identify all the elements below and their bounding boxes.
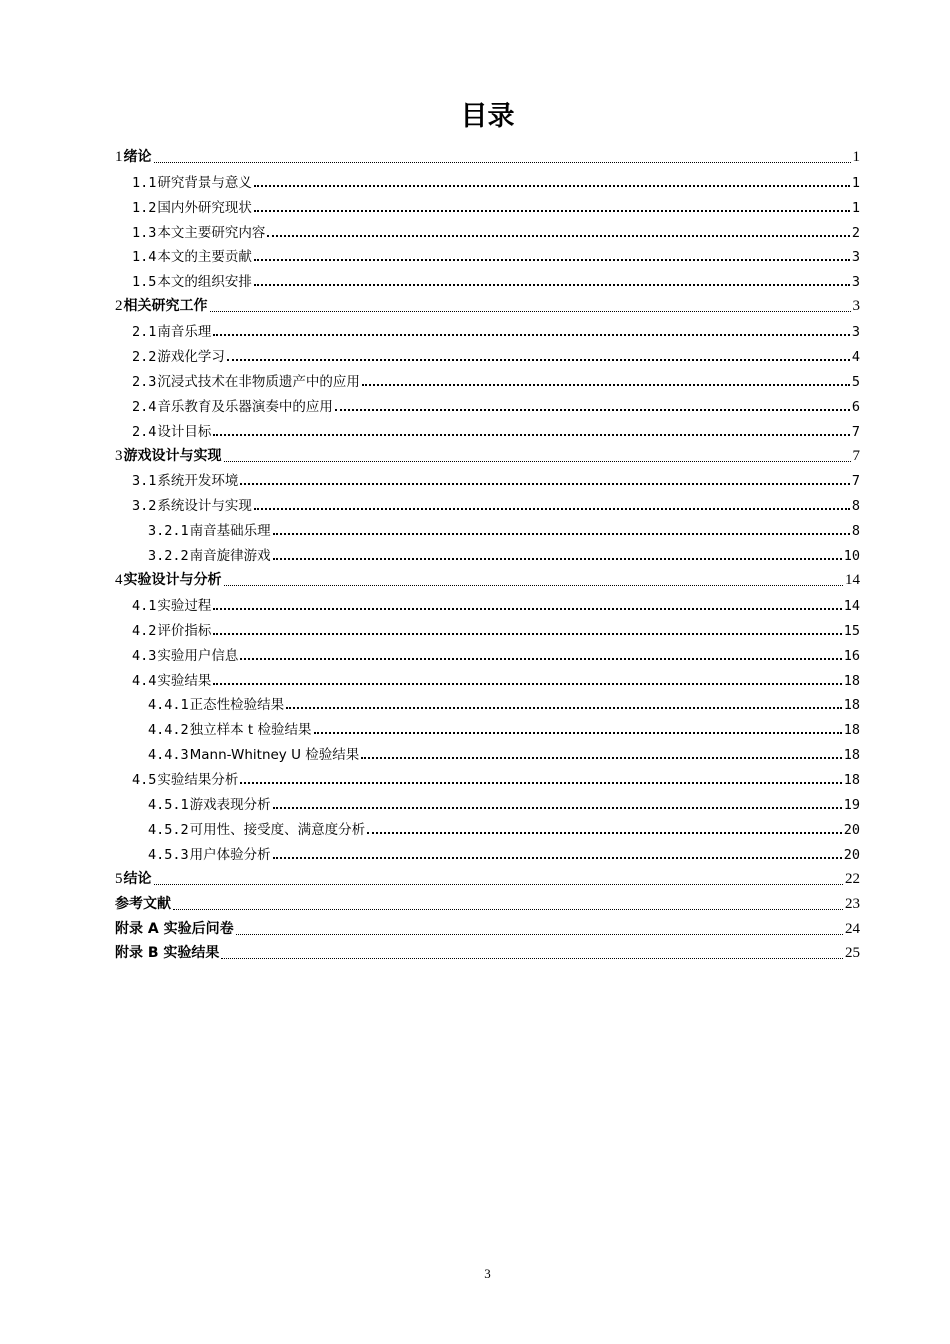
dot-leader xyxy=(227,359,850,361)
toc-entry[interactable] xyxy=(115,292,860,317)
toc-entry-page: 1 xyxy=(852,148,860,165)
toc-entry-label: 用户体验分析 xyxy=(189,846,271,863)
toc-entry-number: 2.4 xyxy=(132,423,157,440)
toc-entry-number: 1.3 xyxy=(132,224,157,241)
toc-entry-label: 沉浸式技术在非物质遗产中的应用 xyxy=(157,373,360,390)
toc-entry-number: 4.5.1 xyxy=(148,797,189,814)
dot-leader xyxy=(286,707,842,709)
dot-leader xyxy=(254,185,850,187)
toc-entry-label: 独立样本 t 检验结果 xyxy=(189,722,312,739)
toc-entry-number: 1 xyxy=(115,148,123,165)
toc-entry[interactable] xyxy=(115,168,860,193)
toc-entry-page: 3 xyxy=(851,249,860,266)
toc-entry[interactable] xyxy=(115,715,860,740)
toc-entry-label: 相关研究工作 xyxy=(123,298,208,315)
toc-entry-page: 24 xyxy=(845,920,860,937)
toc-entry[interactable] xyxy=(115,616,860,641)
toc-entry-label: 实验用户信息 xyxy=(157,647,239,664)
table-of-contents xyxy=(115,143,860,964)
toc-entry-page: 16 xyxy=(843,647,860,664)
toc-entry-number: 3 xyxy=(115,447,123,464)
toc-entry-label: 南音旋律游戏 xyxy=(189,548,271,565)
dot-leader xyxy=(361,757,841,759)
toc-entry-number: 1.2 xyxy=(132,199,157,216)
toc-entry-label: 系统开发环境 xyxy=(157,473,239,490)
toc-entry-page: 10 xyxy=(843,548,860,565)
toc-entry-number: 4.5.2 xyxy=(148,821,189,838)
toc-entry[interactable] xyxy=(115,740,860,765)
dot-leader xyxy=(173,909,843,910)
toc-entry-page: 22 xyxy=(845,870,860,887)
toc-entry-number: 2.1 xyxy=(132,324,157,341)
toc-entry-label: 本文主要研究内容 xyxy=(157,224,266,241)
toc-entry-page: 7 xyxy=(852,447,860,464)
toc-entry-page: 18 xyxy=(843,772,860,789)
dot-leader xyxy=(213,334,849,336)
toc-entry-label: Mann-Whitney U 检验结果 xyxy=(189,747,360,764)
toc-entry-page: 8 xyxy=(851,523,860,540)
toc-entry-page: 14 xyxy=(845,572,860,589)
toc-entry-number: 1.5 xyxy=(132,274,157,291)
toc-entry-page: 7 xyxy=(851,473,860,490)
dot-leader xyxy=(240,483,849,485)
toc-entry[interactable] xyxy=(115,218,860,243)
toc-entry-label: 设计目标 xyxy=(157,423,212,440)
toc-entry-label: 参考文献 xyxy=(115,895,171,912)
toc-entry-number: 4 xyxy=(115,572,123,589)
toc-entry[interactable] xyxy=(115,317,860,342)
toc-entry-number: 2.4 xyxy=(132,398,157,415)
dot-leader xyxy=(154,884,844,885)
toc-entry-page: 20 xyxy=(843,821,860,838)
toc-entry-number: 4.1 xyxy=(132,597,157,614)
toc-entry-label: 游戏设计与实现 xyxy=(123,447,222,464)
toc-entry-number: 3.2.1 xyxy=(148,523,189,540)
dot-leader xyxy=(154,162,851,163)
toc-entry-page: 3 xyxy=(852,298,860,315)
dot-leader xyxy=(254,210,850,212)
dot-leader xyxy=(213,633,841,635)
toc-entry-label: 实验结果分析 xyxy=(157,772,239,789)
toc-entry-label: 音乐教育及乐器演奏中的应用 xyxy=(157,398,333,415)
toc-entry[interactable] xyxy=(115,641,860,666)
toc-entry[interactable] xyxy=(115,143,860,168)
toc-entry-number: 2.3 xyxy=(132,373,157,390)
toc-entry-label: 绪论 xyxy=(123,148,152,165)
dot-leader xyxy=(254,259,850,261)
dot-leader xyxy=(267,235,849,237)
toc-entry-label: 实验设计与分析 xyxy=(123,572,222,589)
toc-entry-label: 附录 B 实验结果 xyxy=(115,945,220,962)
toc-entry-page: 8 xyxy=(851,498,860,515)
toc-entry-number: 1.1 xyxy=(132,174,157,191)
dot-leader xyxy=(213,434,849,436)
toc-entry-page: 6 xyxy=(851,398,860,415)
toc-entry[interactable] xyxy=(115,815,860,840)
toc-entry-page: 3 xyxy=(851,324,860,341)
page-number: 3 xyxy=(484,1266,491,1281)
dot-leader xyxy=(367,832,842,834)
toc-entry-number: 4.4 xyxy=(132,672,157,689)
dot-leader xyxy=(273,807,842,809)
toc-entry-number: 3.2.2 xyxy=(148,548,189,565)
toc-entry-page: 18 xyxy=(843,672,860,689)
toc-entry[interactable] xyxy=(115,417,860,442)
toc-entry-number: 4.3 xyxy=(132,647,157,664)
toc-entry-label: 结论 xyxy=(123,870,152,887)
toc-entry-number: 2.2 xyxy=(132,349,157,366)
toc-entry[interactable] xyxy=(115,541,860,566)
dot-leader xyxy=(273,533,850,535)
toc-title: 目录 xyxy=(460,101,515,132)
dot-leader xyxy=(254,508,850,510)
toc-entry-label: 研究背景与意义 xyxy=(157,174,252,191)
toc-entry-page: 1 xyxy=(851,199,860,216)
dot-leader xyxy=(221,958,843,959)
toc-entry-label: 游戏化学习 xyxy=(157,349,225,366)
toc-entry[interactable] xyxy=(115,516,860,541)
toc-entry-label: 本文的主要贡献 xyxy=(157,249,252,266)
dot-leader xyxy=(224,585,844,586)
toc-entry-page: 3 xyxy=(851,274,860,291)
toc-entry-number: 1.4 xyxy=(132,249,157,266)
toc-entry[interactable] xyxy=(115,890,860,915)
dot-leader xyxy=(210,311,851,312)
toc-entry-label: 实验过程 xyxy=(157,597,212,614)
toc-entry-label: 南音基础乐理 xyxy=(189,523,271,540)
dot-leader xyxy=(254,284,850,286)
toc-entry-page: 25 xyxy=(845,945,860,962)
toc-entry-page: 4 xyxy=(851,349,860,366)
toc-entry-label: 可用性、接受度、满意度分析 xyxy=(189,821,366,838)
toc-entry-page: 7 xyxy=(851,423,860,440)
toc-entry[interactable] xyxy=(115,591,860,616)
dot-leader xyxy=(273,558,842,560)
toc-entry-label: 本文的组织安排 xyxy=(157,274,252,291)
dot-leader xyxy=(273,857,842,859)
toc-entry[interactable] xyxy=(115,765,860,790)
toc-entry-page: 18 xyxy=(843,747,860,764)
toc-entry-page: 2 xyxy=(851,224,860,241)
toc-entry[interactable] xyxy=(115,467,860,492)
dot-leader xyxy=(240,782,841,784)
dot-leader xyxy=(224,461,851,462)
toc-entry-page: 19 xyxy=(843,797,860,814)
toc-entry[interactable] xyxy=(115,566,860,591)
toc-entry[interactable] xyxy=(115,442,860,467)
toc-entry[interactable] xyxy=(115,790,860,815)
toc-entry[interactable] xyxy=(115,840,860,865)
toc-entry[interactable] xyxy=(115,193,860,218)
dot-leader xyxy=(236,934,843,935)
toc-entry[interactable] xyxy=(115,915,860,940)
toc-entry-page: 18 xyxy=(843,722,860,739)
toc-entry-page: 15 xyxy=(843,622,860,639)
toc-entry-number: 4.4.3 xyxy=(148,747,189,764)
toc-entry-label: 系统设计与实现 xyxy=(157,498,252,515)
toc-entry-page: 14 xyxy=(843,597,860,614)
toc-entry-number: 4.5 xyxy=(132,772,157,789)
toc-entry[interactable] xyxy=(115,342,860,367)
dot-leader xyxy=(240,658,841,660)
toc-entry[interactable] xyxy=(115,666,860,691)
toc-entry-number: 4.4.2 xyxy=(148,722,189,739)
toc-entry-label: 正态性检验结果 xyxy=(189,697,285,714)
toc-entry-label: 南音乐理 xyxy=(157,324,212,341)
toc-entry-page: 18 xyxy=(843,697,860,714)
dot-leader xyxy=(335,409,850,411)
toc-entry-number: 3.1 xyxy=(132,473,157,490)
toc-entry-page: 20 xyxy=(843,846,860,863)
toc-entry-label: 附录 A 实验后问卷 xyxy=(115,920,234,937)
toc-entry-number: 3.2 xyxy=(132,498,157,515)
dot-leader xyxy=(213,683,841,685)
toc-entry[interactable] xyxy=(115,691,860,716)
toc-entry-label: 评价指标 xyxy=(157,622,212,639)
toc-entry-number: 2 xyxy=(115,298,123,315)
toc-entry[interactable] xyxy=(115,392,860,417)
toc-entry-number: 4.2 xyxy=(132,622,157,639)
toc-entry-label: 实验结果 xyxy=(157,672,212,689)
toc-entry-number: 5 xyxy=(115,870,123,887)
dot-leader xyxy=(362,384,850,386)
toc-entry[interactable] xyxy=(115,267,860,292)
dot-leader xyxy=(213,608,841,610)
toc-entry[interactable] xyxy=(115,367,860,392)
toc-entry[interactable] xyxy=(115,491,860,516)
toc-entry-number: 4.5.3 xyxy=(148,846,189,863)
toc-entry-page: 23 xyxy=(845,895,860,912)
toc-entry-page: 1 xyxy=(851,174,860,191)
toc-entry[interactable] xyxy=(115,865,860,890)
toc-entry-page: 5 xyxy=(851,373,860,390)
toc-entry-label: 国内外研究现状 xyxy=(157,199,252,216)
toc-entry[interactable] xyxy=(115,243,860,268)
toc-entry-label: 游戏表现分析 xyxy=(189,797,271,814)
toc-entry-number: 4.4.1 xyxy=(148,697,189,714)
dot-leader xyxy=(314,732,842,734)
toc-entry[interactable] xyxy=(115,940,860,965)
